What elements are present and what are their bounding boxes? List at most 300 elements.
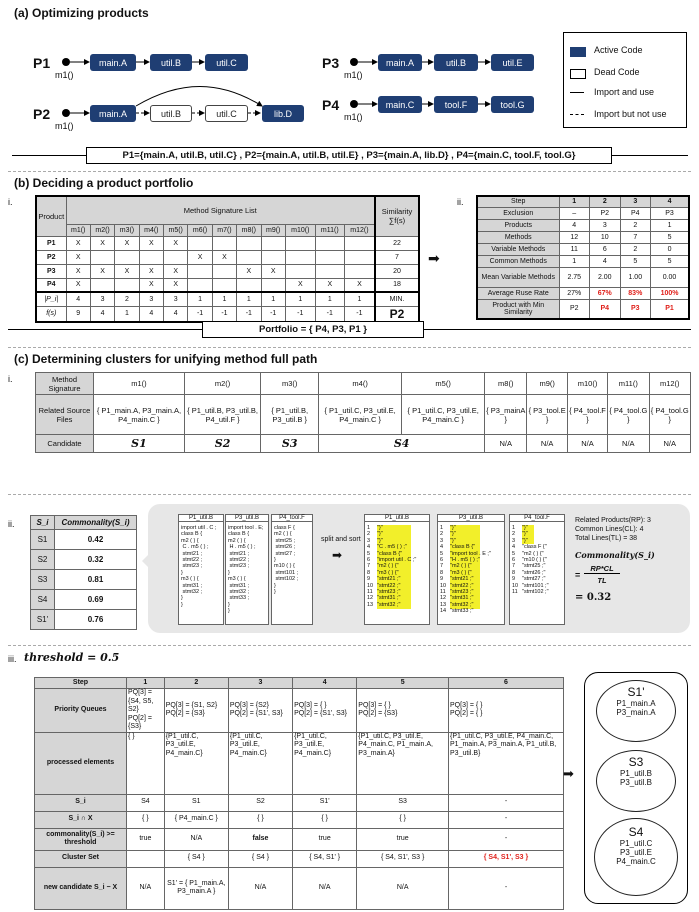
- commonality-value: 0.81: [55, 570, 137, 590]
- th-si: S_i: [31, 516, 55, 530]
- method-cell: m10(): [567, 373, 607, 395]
- candidate-cell: N/A: [649, 435, 690, 453]
- equals: =: [575, 570, 581, 580]
- cell: X: [285, 278, 315, 292]
- product-label-p4: P4: [322, 97, 340, 113]
- code-header: P3_util.B: [438, 515, 504, 522]
- step-cell: [127, 689, 165, 733]
- row-label: commonality(S_i) >= threshold: [35, 828, 127, 850]
- method-cell: m4(): [319, 373, 402, 395]
- th-step: 2: [164, 678, 228, 689]
- method-dot: [62, 58, 70, 66]
- divider: [8, 494, 691, 495]
- cell: X: [139, 236, 163, 250]
- step-cell: {P1_util.C, P3_util.E, P4_main.C, P1_main.A, P3_main.A, P1_util.B, P3_util.B}: [449, 732, 564, 794]
- th-method: m9(): [261, 224, 285, 236]
- th-method: m3(): [115, 224, 139, 236]
- cell: X: [66, 250, 90, 264]
- cluster-member: P3_util.B: [619, 778, 653, 787]
- th-product: Product: [36, 196, 66, 236]
- legend-import-not: Import but not use: [594, 109, 667, 119]
- cluster-name: S3: [628, 755, 644, 769]
- th-method: m2(): [90, 224, 114, 236]
- cell: 3: [164, 292, 188, 306]
- panel-pointer: [142, 553, 150, 569]
- cell: 1: [115, 306, 139, 322]
- table-row: [35, 794, 564, 811]
- si-label: S4: [31, 590, 55, 610]
- row-label: Methods: [477, 231, 559, 243]
- step-cell: { P4_main.C }: [164, 811, 228, 828]
- candidate-cell: S2: [184, 435, 260, 453]
- commonality-value: 0.32: [55, 550, 137, 570]
- cell: 4: [559, 219, 590, 231]
- queue-line: PQ[2] = {S3}: [358, 710, 398, 718]
- divider: [8, 347, 691, 348]
- cell: [261, 236, 285, 250]
- si-label: S3: [31, 570, 55, 590]
- section-a-title: (a) Optimizing products: [14, 6, 149, 20]
- cell: X: [66, 236, 90, 250]
- product-label-p1: P1: [33, 55, 51, 71]
- files-cell: { P4_tool.F }: [567, 395, 607, 435]
- sorted-text: "}" "}" "}" "class B {" "import tool . E ;" "H . m5 ( ) ;" "m2 ( ) {" "m3 ( ) {" "stmt21 ;" "stmt22 ;" "stmt23 ;" "stmt31 ;" "stmt32 ;" "stmt33 ;": [450, 525, 491, 615]
- step-cell: {P1_util.C, P3_util.E, P4_main.C}: [164, 732, 228, 794]
- clustering-steps-table: [34, 677, 564, 910]
- method-signature-table: [35, 195, 420, 323]
- th-method: m10(): [285, 224, 315, 236]
- cell: 4: [590, 255, 621, 267]
- sorted-box-p3: [437, 514, 505, 625]
- legend-active: Active Code: [594, 45, 643, 55]
- arrow-right-icon: ➡: [428, 250, 440, 266]
- table-row: [36, 250, 419, 264]
- sorted-text: "}" "}" "}" "class F {" "m2 ( ) {" "m10 ( ) {" "stmt25 ;" "stmt26 ;" "stmt27 ;" "stmt101 ;" "stmt102 ;": [522, 525, 549, 596]
- arrow-right-icon: ➡: [563, 766, 574, 781]
- cell: 1: [651, 219, 689, 231]
- line-numbers: 1 2 3 4 5 6 7 8 9 10 11 12 13: [367, 525, 374, 608]
- step-cell: true: [357, 828, 449, 850]
- cell: -1: [237, 306, 261, 322]
- cell: P4: [590, 299, 621, 319]
- code-box-p4-tool-f: [271, 514, 313, 625]
- table-row: [36, 306, 419, 322]
- candidate-cell: N/A: [608, 435, 649, 453]
- cell: [164, 250, 188, 264]
- cell: [115, 250, 139, 264]
- row-label: Product with Min Similarity: [477, 299, 559, 319]
- cell: [237, 236, 261, 250]
- step-cell: {P1_util.C, P3_util.E, P4_main.C}: [293, 732, 357, 794]
- method-cell: m9(): [527, 373, 568, 395]
- node-main-c: main.C: [378, 96, 422, 113]
- files-cell: { P3_tool.E }: [527, 395, 568, 435]
- code-header: P3_util.B: [226, 515, 268, 522]
- queue-line: PQ[2] = {S3}: [165, 710, 205, 718]
- cell: [188, 236, 212, 250]
- step-cell: { S4, S1', S3 }: [357, 850, 449, 867]
- portfolio-step-table: [476, 195, 690, 320]
- th-method: m12(): [344, 224, 375, 236]
- row-similarity: 22: [375, 236, 419, 250]
- queue-line: PQ[3] = { }: [358, 701, 391, 709]
- table-row: [35, 732, 564, 794]
- th-msl: Method Signature List: [66, 196, 375, 224]
- cell: P4: [620, 207, 651, 219]
- si-label: S1': [31, 610, 55, 630]
- cell: 5: [651, 255, 689, 267]
- label-iii: iii.: [8, 654, 17, 664]
- th-step: 2: [590, 196, 621, 207]
- cell: [115, 278, 139, 292]
- cell: 3: [139, 292, 163, 306]
- cell: [212, 264, 236, 278]
- th-step: 4: [293, 678, 357, 689]
- method-dot: [350, 58, 358, 66]
- step-cell: { }: [293, 811, 357, 828]
- table-row: [31, 570, 137, 590]
- cell: X: [164, 264, 188, 278]
- cell: [237, 250, 261, 264]
- step-cell: -: [449, 867, 564, 909]
- th-method: m5(): [164, 224, 188, 236]
- cell: [212, 278, 236, 292]
- cell: X: [164, 278, 188, 292]
- cluster-name: S1': [627, 685, 645, 699]
- code-text: class F { m2 ( ) { stmt25 ; stmt26 ; stmt27 ; } m10 ( ) { stmt101 ; stmt102 ; } }: [274, 525, 299, 596]
- th-similarity: Similarity ∑f(s): [375, 196, 419, 236]
- cell: 7: [620, 231, 651, 243]
- method-cell: m12(): [649, 373, 690, 395]
- row-label: new candidate S_i − X: [35, 867, 127, 909]
- table-row: [36, 373, 691, 395]
- divider: [8, 171, 691, 172]
- cell: 27%: [559, 287, 590, 299]
- table-row: [36, 395, 691, 435]
- cell: 10: [590, 231, 621, 243]
- row-label: Related Source Files: [36, 395, 94, 435]
- cell: 2: [620, 219, 651, 231]
- th-step: 3: [620, 196, 651, 207]
- candidate-cell: S4: [319, 435, 485, 453]
- row-label: S_i ∩ X: [35, 811, 127, 828]
- th-commonality: Commonality(S_i): [55, 516, 137, 530]
- queue-line: PQ[3] = {S1, S2}: [165, 701, 218, 709]
- row-product: P3: [36, 264, 66, 278]
- table-row: [35, 828, 564, 850]
- step-cell: -: [449, 794, 564, 811]
- step-cell: -: [449, 811, 564, 828]
- cluster-s1-prime: [596, 680, 676, 742]
- row-label: Variable Methods: [477, 243, 559, 255]
- label-ii: ii.: [457, 197, 464, 207]
- arrow-right-icon: ➡: [332, 548, 343, 562]
- cell: 1: [344, 292, 375, 306]
- queue-line: PQ[3] = {S4, S5, S2}: [128, 689, 154, 713]
- th-step: 1: [559, 196, 590, 207]
- commonality-value: 0.42: [55, 530, 137, 550]
- code-header: P1_util.B: [179, 515, 223, 522]
- cell: [90, 278, 114, 292]
- cell: -1: [212, 306, 236, 322]
- cell: 1: [212, 292, 236, 306]
- step-cell: { }: [357, 811, 449, 828]
- th-method: m4(): [139, 224, 163, 236]
- cell: [261, 250, 285, 264]
- product-label-p2: P2: [33, 106, 51, 122]
- cell: [344, 264, 375, 278]
- row-label: S_i: [35, 794, 127, 811]
- cell: 2: [115, 292, 139, 306]
- cell: 4: [66, 292, 90, 306]
- step-cell: N/A: [293, 867, 357, 909]
- table-row: [36, 236, 419, 250]
- node-lib-d: lib.D: [262, 105, 304, 122]
- th-method: m1(): [66, 224, 90, 236]
- cell: -1: [188, 306, 212, 322]
- row-label: Mean Variable Methods: [477, 267, 559, 287]
- cluster-member: P1_util.C: [619, 839, 653, 848]
- cell: 83%: [620, 287, 651, 299]
- cell: P3: [620, 299, 651, 319]
- row-label: Exclusion: [477, 207, 559, 219]
- step-cell: true: [293, 828, 357, 850]
- node-main-a: main.A: [90, 105, 136, 122]
- cell: [139, 250, 163, 264]
- th-method: m7(): [212, 224, 236, 236]
- node-util-b: util.B: [150, 54, 192, 71]
- table-row: [477, 287, 689, 299]
- row-summary: MIN.: [375, 292, 419, 306]
- cell: 2.75: [559, 267, 590, 287]
- table-row: [35, 811, 564, 828]
- cell: 3: [590, 219, 621, 231]
- step-cell: { S4 }: [164, 850, 228, 867]
- step-cell: { }: [228, 811, 292, 828]
- table-row: [477, 231, 689, 243]
- cell: 5: [651, 231, 689, 243]
- files-cell: { P1_util.B, P3_util.B }: [261, 395, 319, 435]
- cell: 12: [559, 231, 590, 243]
- code-text: import util . C ; class B { m2 ( ) { C . m5 ( ) ; stmt21 ; stmt22 ; stmt23 ; } m3 ( ) { stmt31 ; stmt32 ; } }: [181, 525, 217, 608]
- queue-line: PQ[3] = { }: [294, 701, 327, 709]
- row-label: Products: [477, 219, 559, 231]
- table-row: [36, 435, 691, 453]
- cell: 3: [90, 292, 114, 306]
- cell: [315, 250, 344, 264]
- cell: X: [315, 278, 344, 292]
- queue-line: PQ[2] = {S3}: [128, 714, 152, 730]
- method-label: m1(): [55, 121, 74, 131]
- cell: -1: [261, 306, 285, 322]
- commonality-value: 0.69: [55, 590, 137, 610]
- table-row: [35, 678, 564, 689]
- node-main-a: main.A: [378, 54, 422, 71]
- step-cell: S1' = { P1_main.A, P3_main.A }: [164, 867, 228, 909]
- cell: X: [90, 236, 114, 250]
- table-row: [477, 219, 689, 231]
- node-main-a: main.A: [90, 54, 136, 71]
- cluster-member: P1_main.A: [616, 699, 656, 708]
- cell: 11: [559, 243, 590, 255]
- formula-result: = 0.32: [575, 592, 612, 603]
- cell: 4: [90, 306, 114, 322]
- cell: [212, 236, 236, 250]
- cell: [344, 236, 375, 250]
- cell: X: [164, 236, 188, 250]
- table-row: [31, 590, 137, 610]
- step-cell: { S4, S1', S3 }: [449, 850, 564, 867]
- row-product: P4: [36, 278, 66, 292]
- table-row: [36, 278, 419, 292]
- th-method: m8(): [237, 224, 261, 236]
- files-cell: { P1_util.C, P3_util.E, P4_main.C }: [319, 395, 402, 435]
- step-cell: N/A: [357, 867, 449, 909]
- cell: 1: [261, 292, 285, 306]
- node-util-c: util.C: [205, 54, 248, 71]
- table-row: [36, 264, 419, 278]
- cell: X: [344, 278, 375, 292]
- cell: 1: [188, 292, 212, 306]
- node-util-c: util.C: [205, 105, 248, 122]
- th-step: 6: [449, 678, 564, 689]
- row-product: P2: [36, 250, 66, 264]
- cell: X: [66, 278, 90, 292]
- files-cell: { P1_util.B, P3_util.B, P4_util.F }: [184, 395, 260, 435]
- th-method: m11(): [315, 224, 344, 236]
- cell: X: [212, 250, 236, 264]
- step-cell: S1: [164, 794, 228, 811]
- row-similarity: 20: [375, 264, 419, 278]
- step-cell: { S4 }: [228, 850, 292, 867]
- cell: 2.00: [590, 267, 621, 287]
- commonality-formula-title: Commonality(S_i): [575, 550, 655, 560]
- table-row: [35, 867, 564, 909]
- cell: 1: [285, 292, 315, 306]
- cell: X: [115, 236, 139, 250]
- method-label: m1(): [55, 70, 74, 80]
- candidate-cell: N/A: [485, 435, 527, 453]
- label-ii: ii.: [8, 519, 15, 529]
- cell: 4: [139, 306, 163, 322]
- cell: [261, 278, 285, 292]
- cell: [188, 278, 212, 292]
- cl-label: Common Lines(CL): 4: [575, 526, 644, 533]
- sorted-box-p1: [364, 514, 430, 625]
- step-cell: [127, 850, 165, 867]
- table-row: [477, 196, 689, 207]
- cell: 6: [590, 243, 621, 255]
- code-text: import tool . E; class B { m2 ( ) { H . m5 ( ) ; stmt21 ; stmt22 ; stmt23 ; } m3 ( ) { stmt31 ; stmt32 ; stmt33 ; } }: [228, 525, 264, 615]
- cell: P2: [559, 299, 590, 319]
- section-b-title: (b) Deciding a product portfolio: [14, 176, 194, 190]
- cluster-member: P3_util.E: [619, 848, 653, 857]
- cell: X: [66, 264, 90, 278]
- table-row: [35, 850, 564, 867]
- method-cell: m8(): [485, 373, 527, 395]
- portfolio: Portfolio = { P4, P3, P1 }: [202, 321, 424, 338]
- commonality-value: 0.76: [55, 610, 137, 630]
- cluster-s3: [596, 750, 676, 812]
- step-cell: [357, 689, 449, 733]
- step-cell: { }: [127, 811, 165, 828]
- table-row: [477, 243, 689, 255]
- table-row: [35, 689, 564, 733]
- queue-line: PQ[3] = {S2}: [229, 701, 270, 709]
- row-label: processed elements: [35, 732, 127, 794]
- cell: X: [188, 250, 212, 264]
- label-i: i.: [8, 374, 13, 384]
- cluster-member: P3_main.A: [616, 708, 656, 717]
- cell: X: [115, 264, 139, 278]
- section-c-title: (c) Determining clusters for unifying method full path: [14, 352, 318, 366]
- table-row: [31, 516, 137, 530]
- split-label: split and sort: [321, 536, 361, 543]
- tl-label: Total Lines(TL) = 38: [575, 535, 638, 542]
- method-label: m1(): [344, 70, 363, 80]
- cell: –: [559, 207, 590, 219]
- cell: [90, 250, 114, 264]
- cell: X: [139, 278, 163, 292]
- cell: 9: [66, 306, 90, 322]
- cell: X: [90, 264, 114, 278]
- sorted-text: "}" "}" "}" "C . m5 ( ) ;" "class B {" "import util . C ;" "m2 ( ) {" "m3 ( ) {" "stmt21 ;" "stmt22 ;" "stmt23 ;" "stmt31 ;" "stmt32 ;": [377, 525, 417, 608]
- cell: [285, 236, 315, 250]
- table-row: [31, 610, 137, 630]
- cluster-name: S4: [628, 825, 644, 839]
- product-label-p3: P3: [322, 55, 340, 71]
- table-row: [477, 255, 689, 267]
- queue-line: PQ[2] = {S1', S3}: [229, 710, 283, 718]
- cell: [188, 264, 212, 278]
- row-label: Priority Queues: [35, 689, 127, 733]
- step-cell: [449, 689, 564, 733]
- step-cell: { S4, S1' }: [293, 850, 357, 867]
- step-cell: S1': [293, 794, 357, 811]
- step-cell: N/A: [228, 867, 292, 909]
- step-cell: S2: [228, 794, 292, 811]
- node-tool-g: tool.G: [491, 96, 534, 113]
- cell: [315, 236, 344, 250]
- cell: 67%: [590, 287, 621, 299]
- cell: 1: [315, 292, 344, 306]
- table-row: [477, 267, 689, 287]
- row-label: Common Methods: [477, 255, 559, 267]
- row-label: Method Signature: [36, 373, 94, 395]
- code-box-p3-util-b: [225, 514, 269, 625]
- cell: [285, 250, 315, 264]
- th-step: 5: [357, 678, 449, 689]
- step-cell: [164, 689, 228, 733]
- method-label: m1(): [344, 112, 363, 122]
- candidate-cell: N/A: [567, 435, 607, 453]
- table-row: [31, 550, 137, 570]
- cell: [237, 278, 261, 292]
- cell: X: [237, 264, 261, 278]
- table-row: [477, 299, 689, 319]
- method-dot: [62, 109, 70, 117]
- cell: 1.00: [620, 267, 651, 287]
- cell: 2: [620, 243, 651, 255]
- cell: 100%: [651, 287, 689, 299]
- product-formula: P1={main.A, util.B, util.C} , P2={main.A, util.B, util.E} , P3={main.A, lib.D} , P4={main.C, tool.F, tool.G}: [86, 147, 612, 164]
- th-step: 3: [228, 678, 292, 689]
- queue-line: PQ[3] = { }: [450, 701, 483, 709]
- method-cell: m3(): [261, 373, 319, 395]
- th-step: 1: [127, 678, 165, 689]
- legend-import-use: Import and use: [594, 87, 655, 97]
- cell: 5: [620, 255, 651, 267]
